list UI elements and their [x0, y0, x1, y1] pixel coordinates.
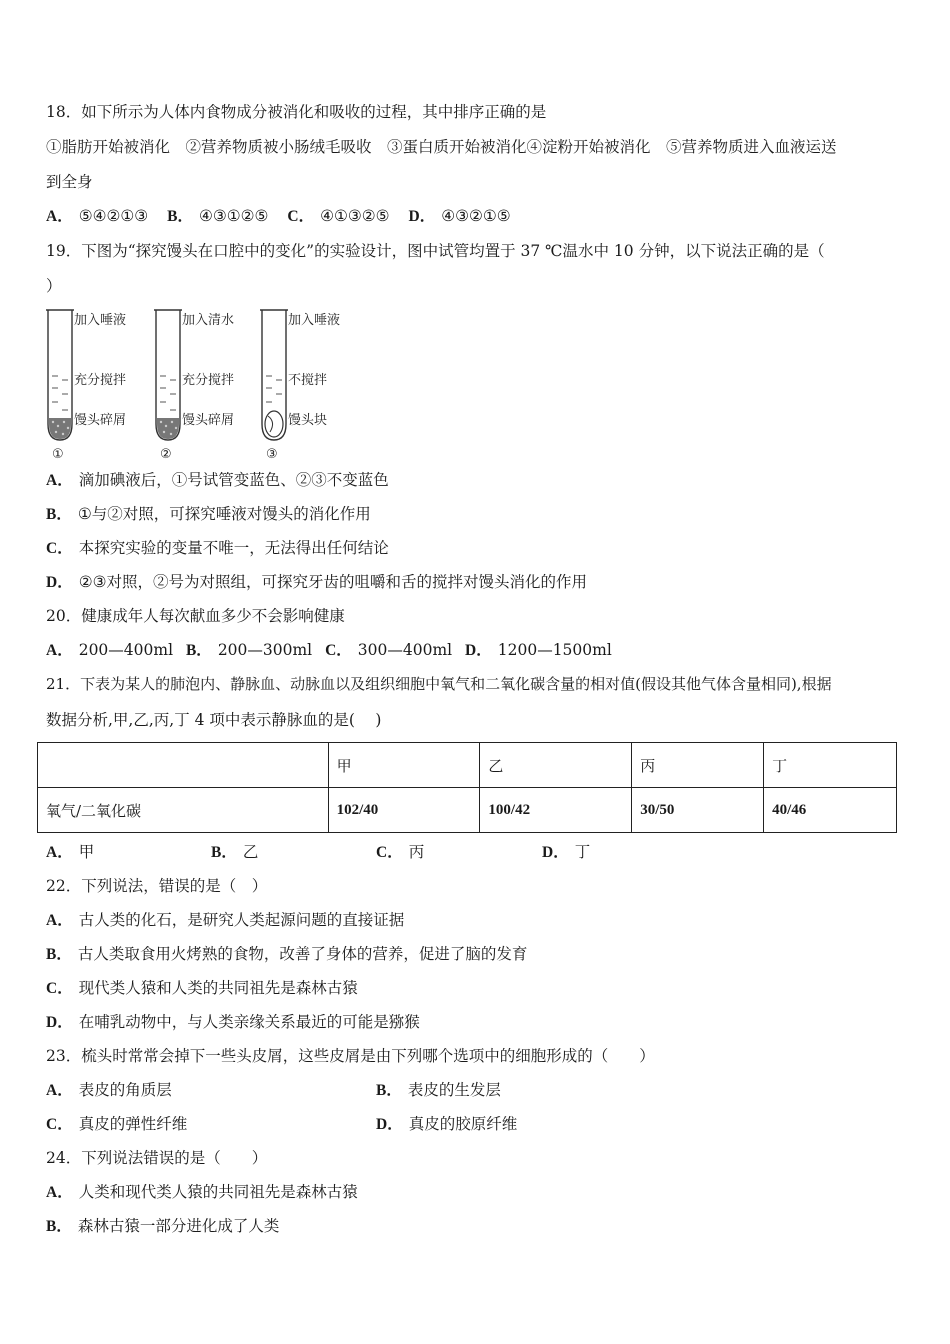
- q24-stem: 24．下列说法错误的是（ ）: [46, 1149, 268, 1167]
- q21-option-d: D． 丁: [542, 843, 591, 861]
- table-header-row: [38, 743, 897, 788]
- q22-option-a: A． 古人类的化石，是研究人类起源问题的直接证据: [46, 911, 405, 929]
- q19-option-a: A． 滴加碘液后，①号试管变蓝色、②③不变蓝色: [46, 471, 389, 489]
- table-header-cell: 丙: [632, 743, 764, 788]
- tube-2-bottom-label: 馒头碎屑: [182, 413, 235, 428]
- q20-stem: 20．健康成年人每次献血多少不会影响健康: [46, 607, 345, 625]
- table-row: [38, 788, 897, 833]
- q19-option-d: D． ②③对照，②号为对照组，可探究牙齿的咀嚼和舌的搅拌对馒头消化的作用: [46, 573, 587, 591]
- tube-1-top-label: 加入唾液: [74, 313, 127, 328]
- q22-stem: 22．下列说法，错误的是（ ）: [46, 877, 268, 895]
- table-cell: 102/40: [328, 788, 480, 833]
- q18-items-line2: 到全身: [46, 173, 93, 191]
- test-tube-1: [46, 310, 74, 440]
- tube-3-top-label: 加入唾液: [288, 313, 341, 328]
- q19-stem-line2: ）: [46, 277, 62, 295]
- tube-1-bottom-label: 馒头碎屑: [74, 413, 127, 428]
- q19-option-b: B． ①与②对照，可探究唾液对馒头的消化作用: [46, 505, 371, 523]
- table-header-cell: [38, 743, 329, 788]
- gas-content-table: [37, 742, 897, 833]
- q24-option-b: B． 森林古猿一部分进化成了人类: [46, 1217, 280, 1235]
- test-tube-3: [260, 310, 288, 440]
- table-row-label: 氧气/二氧化碳: [38, 788, 329, 833]
- q20-options: [46, 640, 612, 661]
- q18-option-d: D． ④③②①⑤: [408, 207, 511, 225]
- q21-option-b: B． 乙: [211, 843, 259, 861]
- q20-option-b: B． 200—300ml: [185, 641, 313, 659]
- q20-option-c: C． 300—400ml: [325, 641, 453, 659]
- tube-3-number: ③: [266, 447, 278, 462]
- tube-3-bottom-label: 馒头块: [288, 413, 328, 428]
- table-cell: 100/42: [480, 788, 632, 833]
- q20-option-d: D． 1200—1500ml: [465, 641, 612, 659]
- tube-1-mid-label: 充分搅拌: [74, 373, 127, 388]
- q18-items-line1: ①脂肪开始被消化 ②营养物质被小肠绒毛吸收 ③蛋白质开始被消化④淀粉开始被消化 ⑤营养物质进入血液运送: [46, 138, 837, 156]
- test-tube-figure: [44, 306, 354, 462]
- q23-stem: 23．梳头时常常会掉下一些头皮屑，这些皮屑是由下列哪个选项中的细胞形成的（ ）: [46, 1047, 655, 1065]
- q18-option-c: C． ④①③②⑤: [287, 207, 390, 225]
- q22-option-d: D． 在哺乳动物中，与人类亲缘关系最近的可能是猕猴: [46, 1013, 420, 1031]
- table-header-cell: 甲: [328, 743, 480, 788]
- tube-2-number: ②: [160, 447, 172, 462]
- table-header-cell: 丁: [764, 743, 897, 788]
- q19-stem-line1: 19．下图为“探究馒头在口腔中的变化”的实验设计，图中试管均置于 37 ℃温水中 10 分钟，以下说法正确的是（: [46, 242, 825, 260]
- table-header-cell: 乙: [480, 743, 632, 788]
- q23-option-b: B． 表皮的生发层: [376, 1081, 501, 1099]
- table-cell: 30/50: [632, 788, 764, 833]
- q20-option-a: A． 200—400ml: [46, 641, 174, 659]
- test-tube-2: [154, 310, 182, 440]
- tube-3-mid-label: 不搅拌: [288, 373, 328, 388]
- q18-stem: 18．如下所示为人体内食物成分被消化和吸收的过程，其中排序正确的是: [46, 103, 547, 121]
- q22-option-b: B． 古人类取食用火烤熟的食物，改善了身体的营养，促进了脑的发育: [46, 945, 528, 963]
- q18-option-b: B． ④③①②⑤: [167, 207, 269, 225]
- q23-option-d: D． 真皮的胶原纤维: [376, 1115, 518, 1133]
- tube-2-mid-label: 充分搅拌: [182, 373, 235, 388]
- q21-stem-line1: 21．下表为某人的肺泡内、静脉血、动脉血以及组织细胞中氧气和二氧化碳含量的相对值(假设其他气体含量相同),根据: [46, 675, 832, 693]
- q18-option-a: A． ⑤④②①③: [46, 207, 149, 225]
- tube-2-top-label: 加入清水: [182, 313, 235, 328]
- table-cell: 40/46: [764, 788, 897, 833]
- q22-option-c: C． 现代类人猿和人类的共同祖先是森林古猿: [46, 979, 358, 997]
- tube-1-number: ①: [52, 447, 64, 462]
- q18-options: [46, 206, 511, 227]
- q21-stem-line2: 数据分析,甲,乙,丙,丁 4 项中表示静脉血的是( ): [46, 711, 382, 729]
- q21-option-a: A． 甲: [46, 843, 95, 861]
- q23-option-c: C． 真皮的弹性纤维: [46, 1115, 188, 1133]
- q21-option-c: C． 丙: [376, 843, 425, 861]
- q24-option-a: A． 人类和现代类人猿的共同祖先是森林古猿: [46, 1183, 358, 1201]
- q19-option-c: C． 本探究实验的变量不唯一，无法得出任何结论: [46, 539, 389, 557]
- q23-option-a: A． 表皮的角质层: [46, 1081, 172, 1099]
